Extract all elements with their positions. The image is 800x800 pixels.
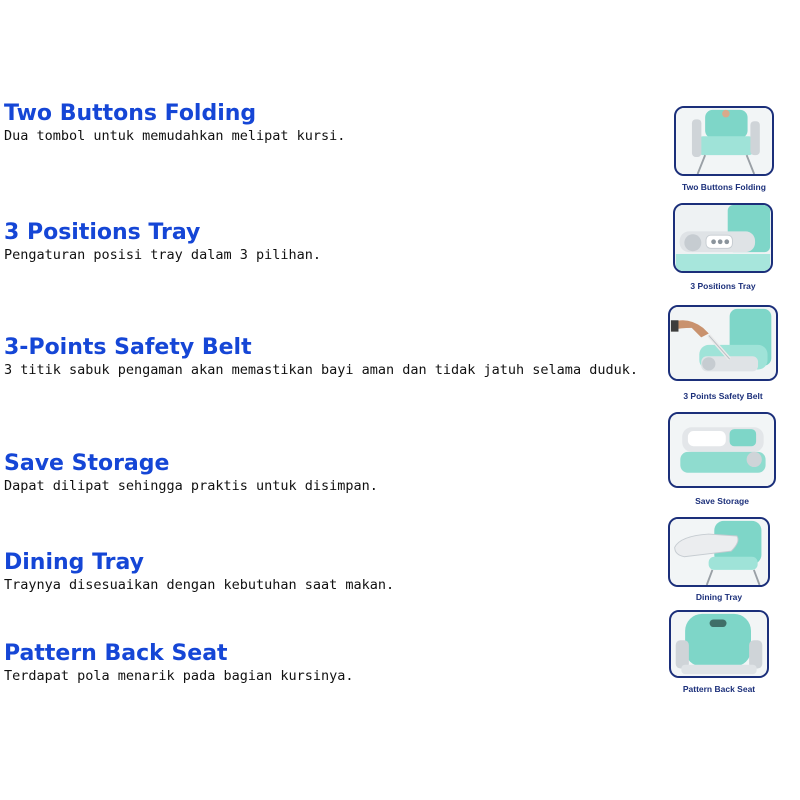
product-image-frame [668,305,778,381]
thumbnail-3-points-safety-belt [668,305,778,403]
thumbnail-save-storage [668,412,776,508]
product-image-frame [668,517,770,587]
folded-chair-image [670,414,774,486]
feature-description: Terdapat pola menarik pada bagian kursinya. [4,668,354,684]
safety-belt-image [670,307,776,379]
feature-3-points-safety-belt [4,335,659,379]
thumbnail-two-buttons-folding [674,106,774,194]
thumbnail-3-positions-tray [673,203,773,293]
feature-title: Two Buttons Folding [4,101,257,126]
feature-title: 3-Points Safety Belt [4,335,252,360]
feature-title: 3 Positions Tray [4,220,201,245]
feature-save-storage [4,451,659,495]
feature-dining-tray [4,550,659,594]
product-image-frame [673,203,773,273]
thumbnail-pattern-back-seat [669,610,769,698]
product-image-frame [668,412,776,488]
thumbnail-caption: Pattern Back Seat [682,684,756,694]
feature-title: Save Storage [4,451,170,476]
feature-description: Traynya disesuaikan dengan kebutuhan saat makan. [4,577,395,593]
feature-description: 3 titik sabuk pengaman akan memastikan bayi aman dan tidak jatuh selama duduk. [4,362,638,378]
tray-positions-image [675,205,771,271]
feature-3-positions-tray [4,220,659,264]
feature-title: Dining Tray [4,550,145,575]
thumbnail-caption: Dining Tray [695,592,743,602]
dining-tray-image [670,519,768,585]
product-image-frame [674,106,774,176]
feature-pattern-back-seat [4,641,659,685]
feature-title: Pattern Back Seat [4,641,228,666]
thumbnail-caption: 3 Points Safety Belt [683,391,763,401]
feature-description: Dapat dilipat sehingga praktis untuk disimpan. [4,478,378,494]
thumbnail-caption: 3 Positions Tray [690,281,756,291]
thumbnail-caption: Two Buttons Folding [682,182,766,192]
feature-two-buttons-folding [4,101,659,145]
product-image-frame [669,610,769,678]
thumbnail-caption: Save Storage [695,496,749,506]
feature-description: Dua tombol untuk memudahkan melipat kursi. [4,128,346,144]
feature-description: Pengaturan posisi tray dalam 3 pilihan. [4,247,321,263]
pattern-back-seat-image [671,612,767,676]
thumbnail-dining-tray [668,517,770,605]
high-chair-folding-image [676,108,772,174]
